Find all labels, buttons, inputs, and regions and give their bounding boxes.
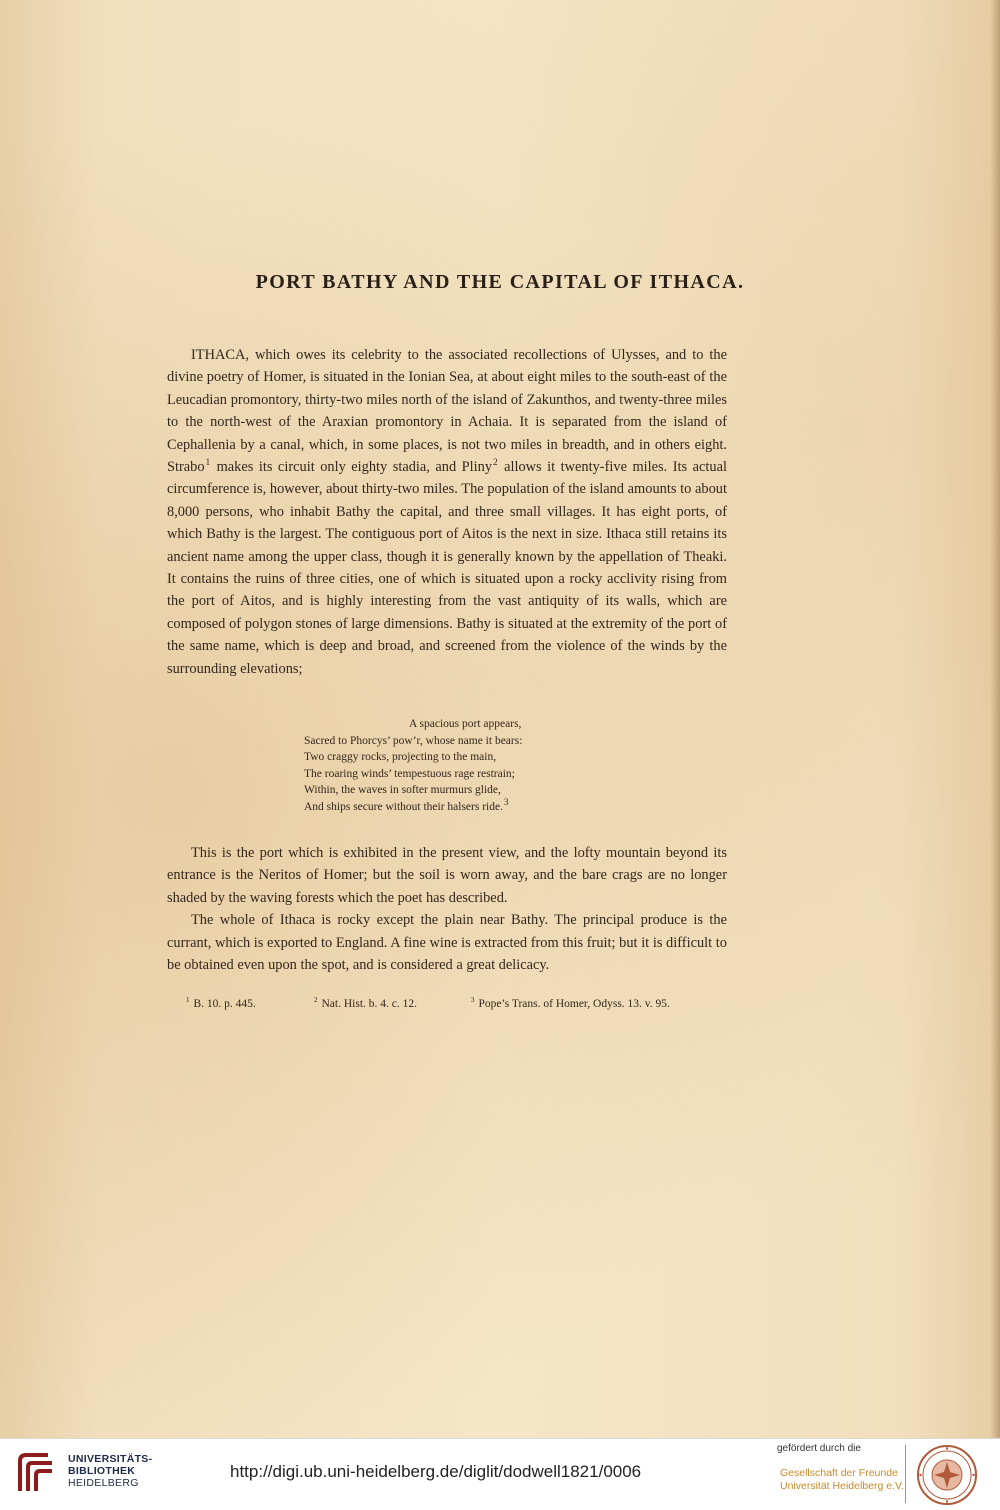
- body-text-continued: [167, 842, 727, 976]
- library-name-line-1: UNIVERSITÄTS-: [68, 1453, 153, 1465]
- library-name-line-2: BIBLIOTHEK: [68, 1465, 136, 1477]
- footnote-2: [314, 996, 417, 1010]
- sponsor-line-2: Universität Heidelberg e.V.: [780, 1480, 904, 1492]
- footnote-1: [186, 996, 256, 1010]
- poem-line-4: The roaring winds’ tempestuous rage restrain;: [304, 767, 515, 780]
- library-name: [68, 1453, 152, 1489]
- poem-line-2: Sacred to Phorcys’ pow’r, whose name it bears:: [304, 734, 523, 747]
- sponsor-line-1: Gesellschaft der Freunde: [780, 1467, 898, 1479]
- university-seal-icon: [916, 1444, 978, 1506]
- footnote-1-mark: 1: [186, 996, 190, 1004]
- footnote-1-text: B. 10. p. 445.: [193, 997, 256, 1010]
- footnote-ref-2[interactable]: 2: [493, 457, 498, 468]
- footnote-ref-1[interactable]: 1: [205, 457, 211, 468]
- library-name-line-3: HEIDELBERG: [68, 1477, 139, 1489]
- footnote-3-mark: 3: [471, 996, 475, 1004]
- footer-divider: [905, 1445, 906, 1503]
- footnote-2-text: Nat. Hist. b. 4. c. 12.: [321, 997, 418, 1010]
- poem-line-3: Two craggy rocks, projecting to the main,: [304, 751, 497, 764]
- footnote-3: [471, 996, 670, 1010]
- paragraph-1-part-3: allows it twenty-five miles. Its actual circumference is, however, about thirty-two miles. The population of the island amounts to about 8,000 persons, who inhabit Bathy the capital, and three small villages. It has eight ports, of which Bathy is the largest. The contiguous port of Aitos is the next in size. Ithaca still retains its ancient name among the upper class, though it is generally known by the appellation of Theaki. It contains the ruins of three cities, one of which is situated upon a rocky acclivity rising from the port of Aitos, and is highly interesting from the vast antiquity of its walls, which are composed of polygon stones of large dimensions. Bathy is situated at the extremity of the port of the same name, which is deep and broad, and screened from the violence of the winds by the surrounding elevations;: [167, 459, 727, 677]
- ub-heidelberg-logo-icon[interactable]: [14, 1451, 58, 1495]
- document-url-link[interactable]: http://digi.ub.uni-heidelberg.de/diglit/dodwell1821/0006: [230, 1462, 642, 1481]
- paragraph-1: [167, 344, 727, 680]
- poem-line-6-text: And ships secure without their halsers ride.: [304, 800, 503, 813]
- page-title: PORT BATHY AND THE CAPITAL OF ITHACA.: [255, 271, 745, 293]
- footer-bar: [0, 1438, 1000, 1510]
- paragraph-2: This is the port which is exhibited in the present view, and the lofty mountain beyond its entrance is the Neritos of Homer; but the soil is worn away, and the bare crags are no longer shaded by the waving forests which the poet has described.: [167, 845, 727, 906]
- footnote-2-mark: 2: [314, 996, 318, 1004]
- paragraph-1-part-2: makes its circuit only eighty stadia, and Pliny: [211, 459, 493, 476]
- footnote-3-text: Pope’s Trans. of Homer, Odyss. 13. v. 95.: [478, 997, 670, 1010]
- body-text-main: [167, 344, 727, 680]
- poem-quotation: [304, 716, 604, 816]
- footnote-ref-3[interactable]: 3: [503, 797, 509, 808]
- poem-line-1: A spacious port appears,: [409, 718, 522, 730]
- paragraph-3: The whole of Ithaca is rocky except the plain near Bathy. The principal produce is the currant, which is exported to England. A fine wine is extracted from this fruit; but it is difficult to be obtained even upon the spot, and is considered a great delicacy.: [167, 912, 727, 974]
- sponsor-name: [780, 1467, 904, 1493]
- paragraph-1-part-1: ITHACA, which owes its celebrity to the associated recollections of Ulysses, and to the divine poetry of Homer, is situated in the Ionian Sea, at about eight miles to the south-east of the Leucadian promontory, thirty-two miles north of the island of Zakunthos, and twenty-three miles to the north-west of the Araxian promontory in Achaia. It is separated from the island of Cephallenia by a canal, which, in some places, is not two miles in breadth, and in others eight. Strabo: [167, 347, 727, 476]
- poem-line-6: [304, 799, 604, 816]
- sponsor-label: gefördert durch die: [777, 1443, 861, 1454]
- poem-line-5: Within, the waves in softer murmurs glide,: [304, 784, 501, 797]
- page-edge-shadow: [990, 0, 1000, 1438]
